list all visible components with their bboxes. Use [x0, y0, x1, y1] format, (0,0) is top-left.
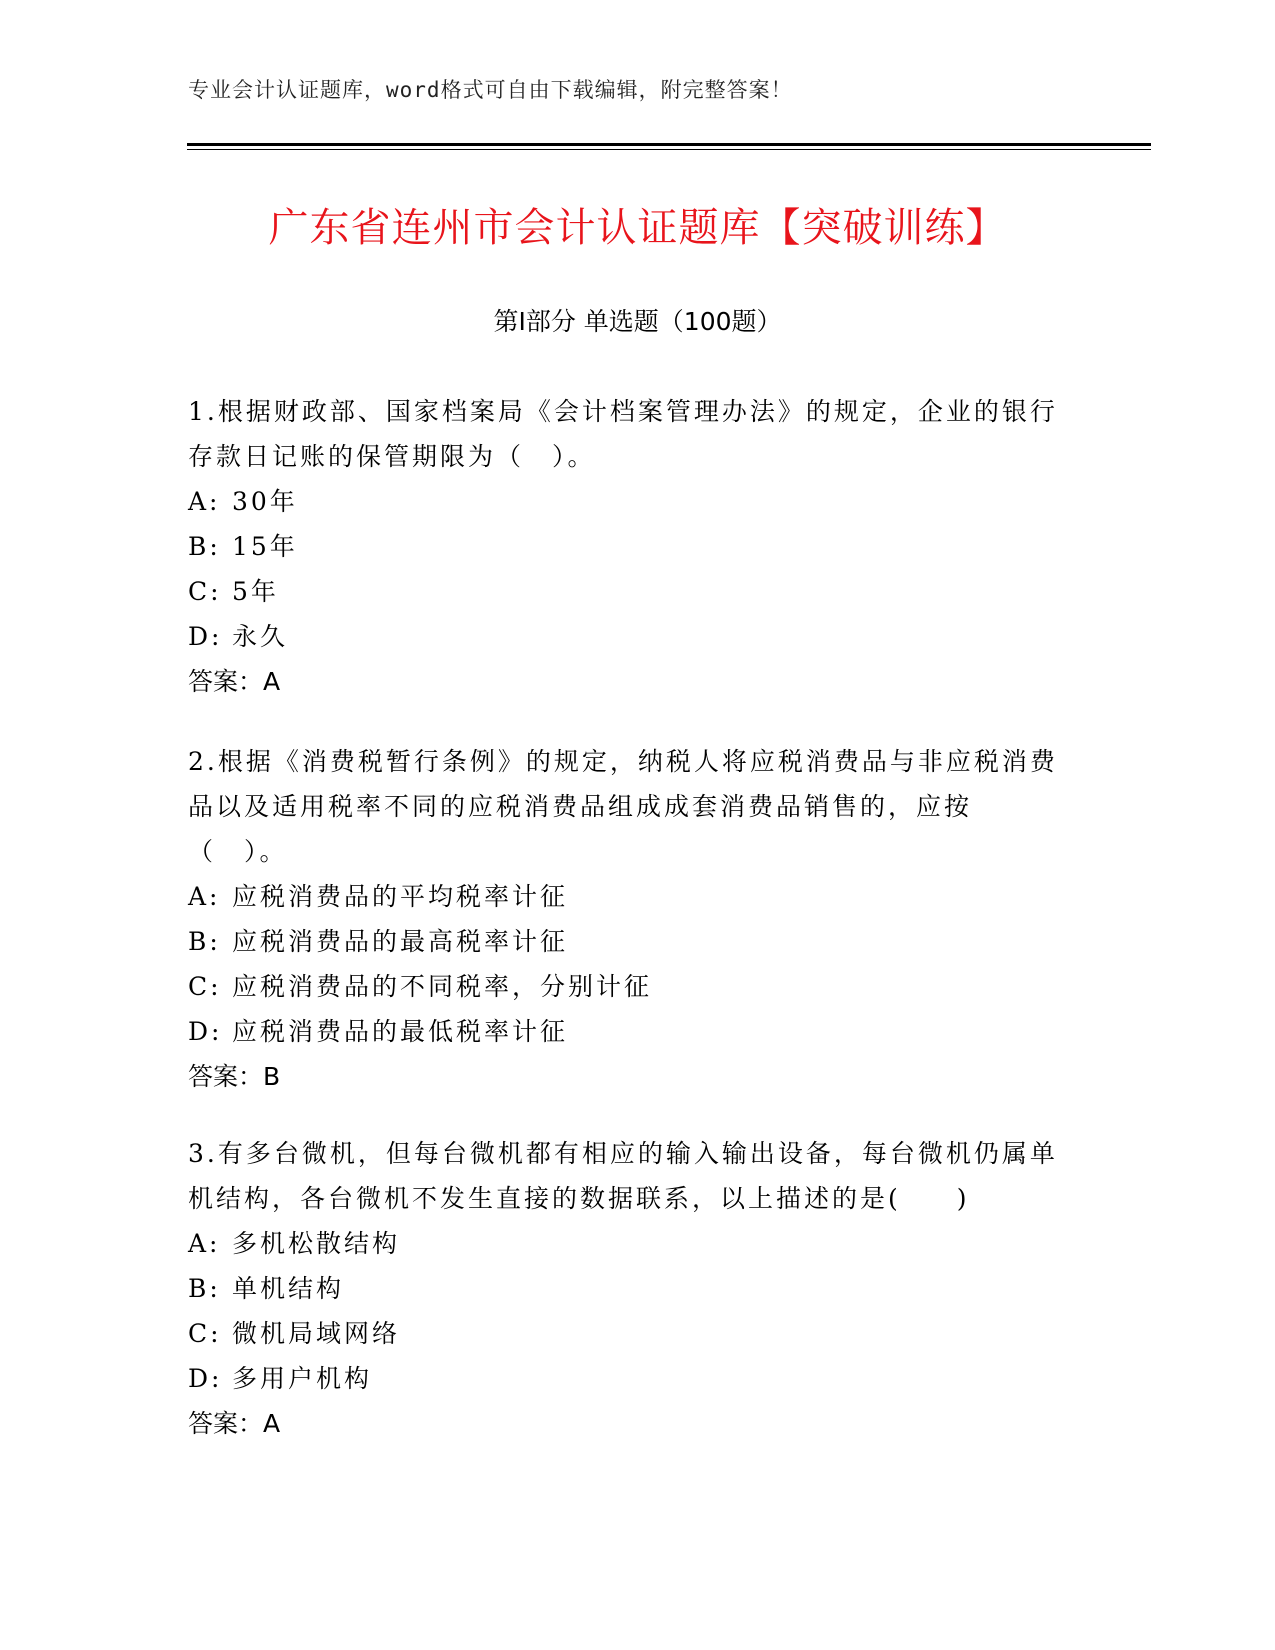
answer: 答案：A	[188, 667, 281, 696]
option-b	[188, 524, 1068, 569]
option-key: B:	[188, 1274, 221, 1303]
option-key: C:	[188, 972, 222, 1001]
option-text: 多机松散结构	[232, 1229, 401, 1258]
option-text: 永久	[232, 622, 289, 651]
question-stem: 2.根据《消费税暂行条例》的规定，纳税人将应税消费品与非应税消费品以及适用税率不同的应税消费品组成成套消费品销售的，应按（ ）。	[188, 747, 1058, 866]
answer: 答案：A	[188, 1409, 281, 1438]
option-d	[188, 1009, 1068, 1054]
header-rule-thick	[187, 143, 1151, 146]
question-stem: 3.有多台微机，但每台微机都有相应的输入输出设备，每台微机仍属单机结构，各台微机不发生直接的数据联系，以上描述的是( )	[188, 1139, 1058, 1213]
option-key: D:	[188, 1364, 223, 1393]
option-text: 应税消费品的不同税率，分别计征	[232, 972, 653, 1001]
option-text: 5年	[232, 577, 279, 606]
option-a	[188, 479, 1068, 524]
answer: 答案：B	[188, 1062, 281, 1091]
question-3	[188, 1131, 1068, 1446]
option-text: 15年	[232, 532, 298, 561]
option-text: 应税消费品的平均税率计征	[232, 882, 569, 911]
option-text: 单机结构	[232, 1274, 345, 1303]
question-stem: 1.根据财政部、国家档案局《会计档案管理办法》的规定，企业的银行存款日记账的保管期限为（ ）。	[188, 397, 1058, 471]
option-key: A:	[188, 487, 221, 516]
option-b	[188, 919, 1068, 964]
option-key: B:	[188, 927, 221, 956]
option-c	[188, 964, 1068, 1009]
page-header: 专业会计认证题库，word格式可自由下载编辑，附完整答案！	[188, 78, 793, 102]
option-d	[188, 614, 1068, 659]
question-2	[188, 739, 1068, 1099]
option-a	[188, 1221, 1068, 1266]
option-text: 30年	[232, 487, 298, 516]
option-text: 微机局域网络	[232, 1319, 401, 1348]
option-key: D:	[188, 622, 223, 651]
option-key: C:	[188, 1319, 222, 1348]
option-key: C:	[188, 577, 222, 606]
option-text: 应税消费品的最低税率计征	[232, 1017, 569, 1046]
question-1	[188, 389, 1068, 704]
option-c	[188, 1311, 1068, 1356]
option-d	[188, 1356, 1068, 1401]
option-c	[188, 569, 1068, 614]
option-text: 应税消费品的最高税率计征	[232, 927, 569, 956]
option-key: A:	[188, 1229, 221, 1258]
option-key: B:	[188, 532, 221, 561]
section-title: 第I部分 单选题（100题）	[493, 307, 782, 336]
option-a	[188, 874, 1068, 919]
header-rule-thin	[187, 149, 1151, 150]
option-key: D:	[188, 1017, 223, 1046]
option-key: A:	[188, 882, 221, 911]
option-b	[188, 1266, 1068, 1311]
document-title: 广东省连州市会计认证题库【突破训练】	[268, 205, 1007, 251]
option-text: 多用户机构	[232, 1364, 373, 1393]
